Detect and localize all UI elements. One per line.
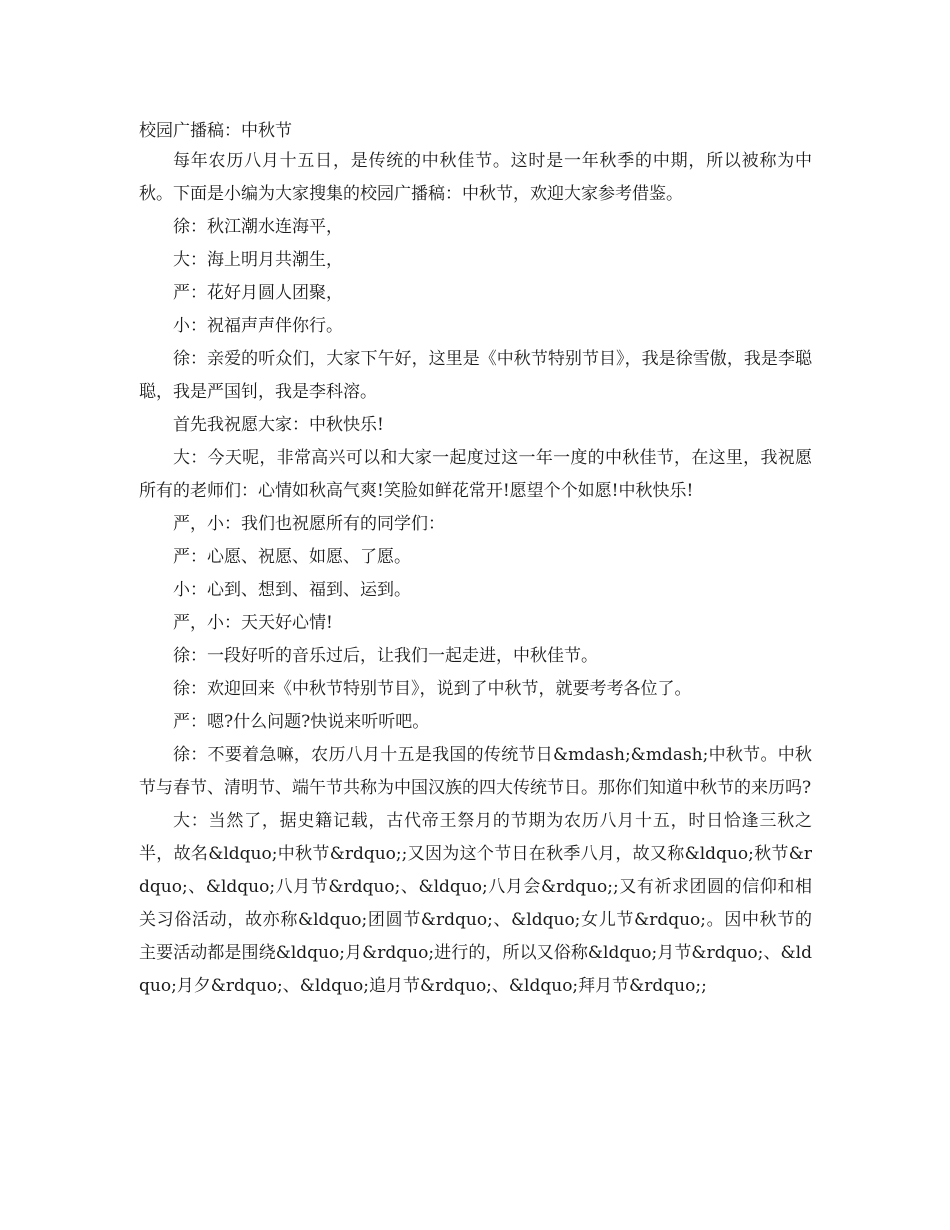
paragraph-line: 徐：秋江潮水连海平， xyxy=(173,217,343,237)
paragraph-line: 严，小：天天好心情! xyxy=(173,613,333,633)
paragraph-line: 严：嗯?什么问题?快说来听听吧。 xyxy=(173,712,430,732)
paragraph-line: 首先我祝愿大家：中秋快乐! xyxy=(173,415,384,435)
paragraph-line: 严，小：我们也祝愿所有的同学们： xyxy=(173,514,445,534)
paragraph-line: 严：心愿、祝愿、如愿、了愿。 xyxy=(173,547,411,567)
paragraph-line: 大：当然了，据史籍记载，古代帝王祭月的节期为农历八月十五，时日恰逢三秋之半，故名&ldquo;中秋节&rdquo;;又因为这个节日在秋季八月，故又称&ldquo;秋节&rdquo;、&ldquo;八月节&rdquo;、&ldquo;八月会&rdquo;;又有祈求团圆的信仰和相关习俗活动，故亦称&ldquo;团圆节&rdquo;、&ldquo;女儿节&rdquo;。因中秋节的主要活动都是围绕&ldquo;月&rdquo;进行的，所以又俗称&ldquo;月节&rdquo;、&ldquo;月夕&rdquo;、&ldquo;追月节&rdquo;、&ldquo;拜月节&rdquo;; xyxy=(139,811,812,996)
paragraph-line: 小：心到、想到、福到、运到。 xyxy=(173,580,411,600)
paragraph-line: 徐：不要着急嘛，农历八月十五是我国的传统节日&mdash;&mdash;中秋节。中秋节与春节、清明节、端午节共称为中国汉族的四大传统节日。那你们知道中秋节的来历吗? xyxy=(139,745,812,798)
paragraph-intro: 每年农历八月十五日，是传统的中秋佳节。这时是一年秋季的中期，所以被称为中秋。下面是小编为大家搜集的校园广播稿：中秋节，欢迎大家参考借鉴。 xyxy=(139,151,812,204)
document-page xyxy=(139,118,812,1003)
document-title: 校园广播稿：中秋节 xyxy=(139,121,292,141)
paragraph-line: 徐：一段好听的音乐过后，让我们一起走进，中秋佳节。 xyxy=(173,646,598,666)
paragraph-line: 徐：亲爱的听众们，大家下午好，这里是《中秋节特别节目》，我是徐雪傲，我是李聪聪，我是严国钊，我是李科溶。 xyxy=(139,349,812,402)
paragraph-line: 徐：欢迎回来《中秋节特别节目》，说到了中秋节，就要考考各位了。 xyxy=(173,679,692,699)
paragraph-line: 严：花好月圆人团聚， xyxy=(173,283,343,303)
paragraph-line: 小：祝福声声伴你行。 xyxy=(173,316,343,336)
paragraph-line: 大：海上明月共潮生， xyxy=(173,250,343,270)
paragraph-line: 大：今天呢，非常高兴可以和大家一起度过这一年一度的中秋佳节，在这里，我祝愿所有的老师们：心情如秋高气爽!笑脸如鲜花常开!愿望个个如愿!中秋快乐! xyxy=(139,448,812,501)
